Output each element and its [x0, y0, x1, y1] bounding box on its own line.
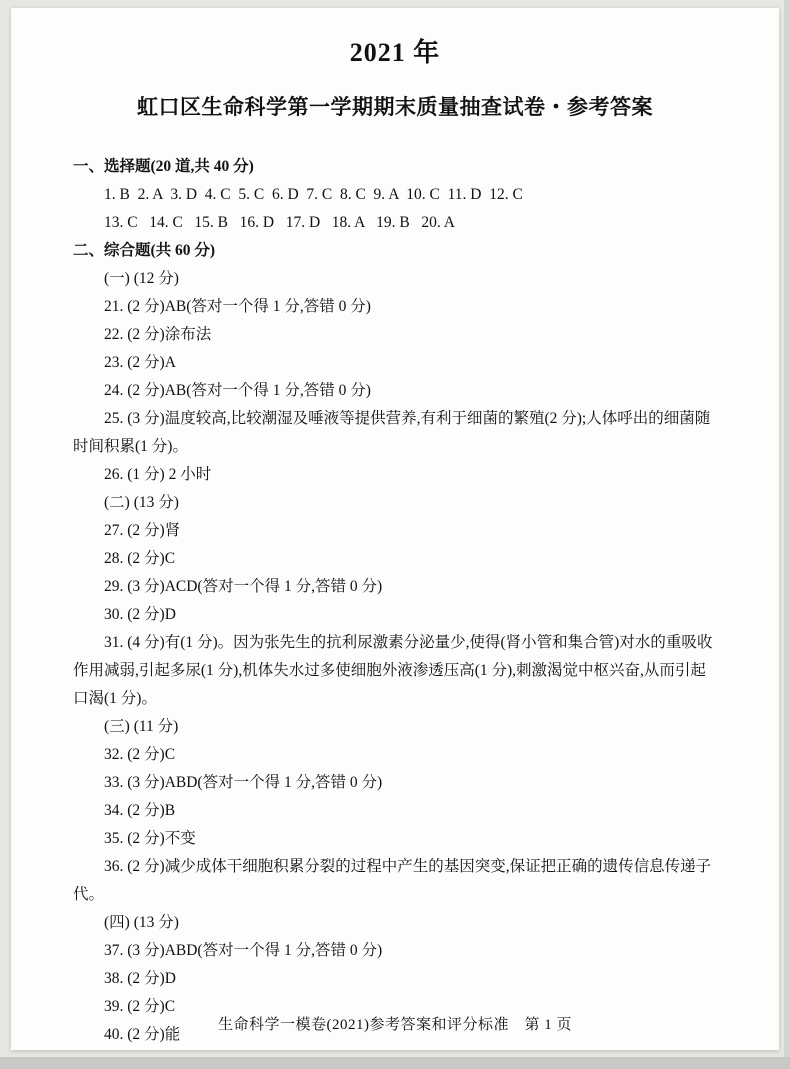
scan-bottom-edge	[0, 1057, 790, 1069]
answer-line: 35. (2 分)不变	[104, 830, 196, 847]
answer-line: 32. (2 分)C	[104, 746, 176, 763]
answer-line: 30. (2 分)D	[104, 606, 176, 623]
scan-right-edge	[784, 0, 790, 1069]
page-footer: 生命科学一模卷(2021)参考答案和评分标准 第 1 页	[218, 1017, 572, 1033]
answer-line: 1. B 2. A 3. D 4. C 5. C 6. D 7. C 8. C 9. A 10. C 11. D 12. C	[104, 186, 523, 203]
answer-line: (四) (13 分)	[104, 914, 179, 931]
answer-line: 23. (2 分)A	[104, 354, 176, 371]
answer-line: 25. (3 分)温度较高,比较潮湿及唾液等提供营养,有利于细菌的繁殖(2 分);人体呼出的细菌随时间积累(1 分)。	[73, 410, 711, 455]
answer-line: 26. (1 分) 2 小时	[104, 466, 212, 483]
answer-line: 27. (2 分)肾	[104, 522, 181, 539]
answer-line: 36. (2 分)减少成体干细胞积累分裂的过程中产生的基因突变,保证把正确的遗传信息传递子代。	[73, 858, 712, 903]
answer-line: 39. (2 分)C	[104, 998, 176, 1015]
answer-line: 34. (2 分)B	[104, 802, 176, 819]
answer-lines	[73, 153, 717, 1049]
answer-line: 29. (3 分)ACD(答对一个得 1 分,答错 0 分)	[104, 578, 383, 595]
answer-line: 21. (2 分)AB(答对一个得 1 分,答错 0 分)	[104, 298, 371, 315]
answer-line: 22. (2 分)涂布法	[104, 326, 212, 343]
answer-line: (一) (12 分)	[104, 270, 179, 287]
answer-line: 40. (2 分)能	[104, 1026, 181, 1043]
answer-line: 37. (3 分)ABD(答对一个得 1 分,答错 0 分)	[104, 942, 383, 959]
answer-line: 24. (2 分)AB(答对一个得 1 分,答错 0 分)	[104, 382, 371, 399]
answer-line: 33. (3 分)ABD(答对一个得 1 分,答错 0 分)	[104, 774, 383, 791]
section-heading: 一、选择题(20 道,共 40 分)	[73, 158, 254, 175]
answer-line: (三) (11 分)	[104, 718, 179, 735]
document-title: 虹口区生命科学第一学期期末质量抽查试卷・参考答案	[137, 95, 653, 119]
document-page	[11, 8, 779, 1050]
answer-line: (二) (13 分)	[104, 494, 179, 511]
answer-line: 38. (2 分)D	[104, 970, 176, 987]
answer-line: 13. C 14. C 15. B 16. D 17. D 18. A 19. B 20. A	[104, 214, 455, 231]
answer-line: 28. (2 分)C	[104, 550, 176, 567]
document-year-title: 2021 年	[349, 38, 441, 67]
answer-line: 31. (4 分)有(1 分)。因为张先生的抗利尿激素分泌量少,使得(肾小管和集合管)对水的重吸收作用减弱,引起多尿(1 分),机体失水过多使细胞外液渗透压高(1 分),刺激渴觉中枢兴奋,从而引起口渴(1 分)。	[73, 634, 713, 707]
section-heading: 二、综合题(共 60 分)	[73, 242, 216, 259]
